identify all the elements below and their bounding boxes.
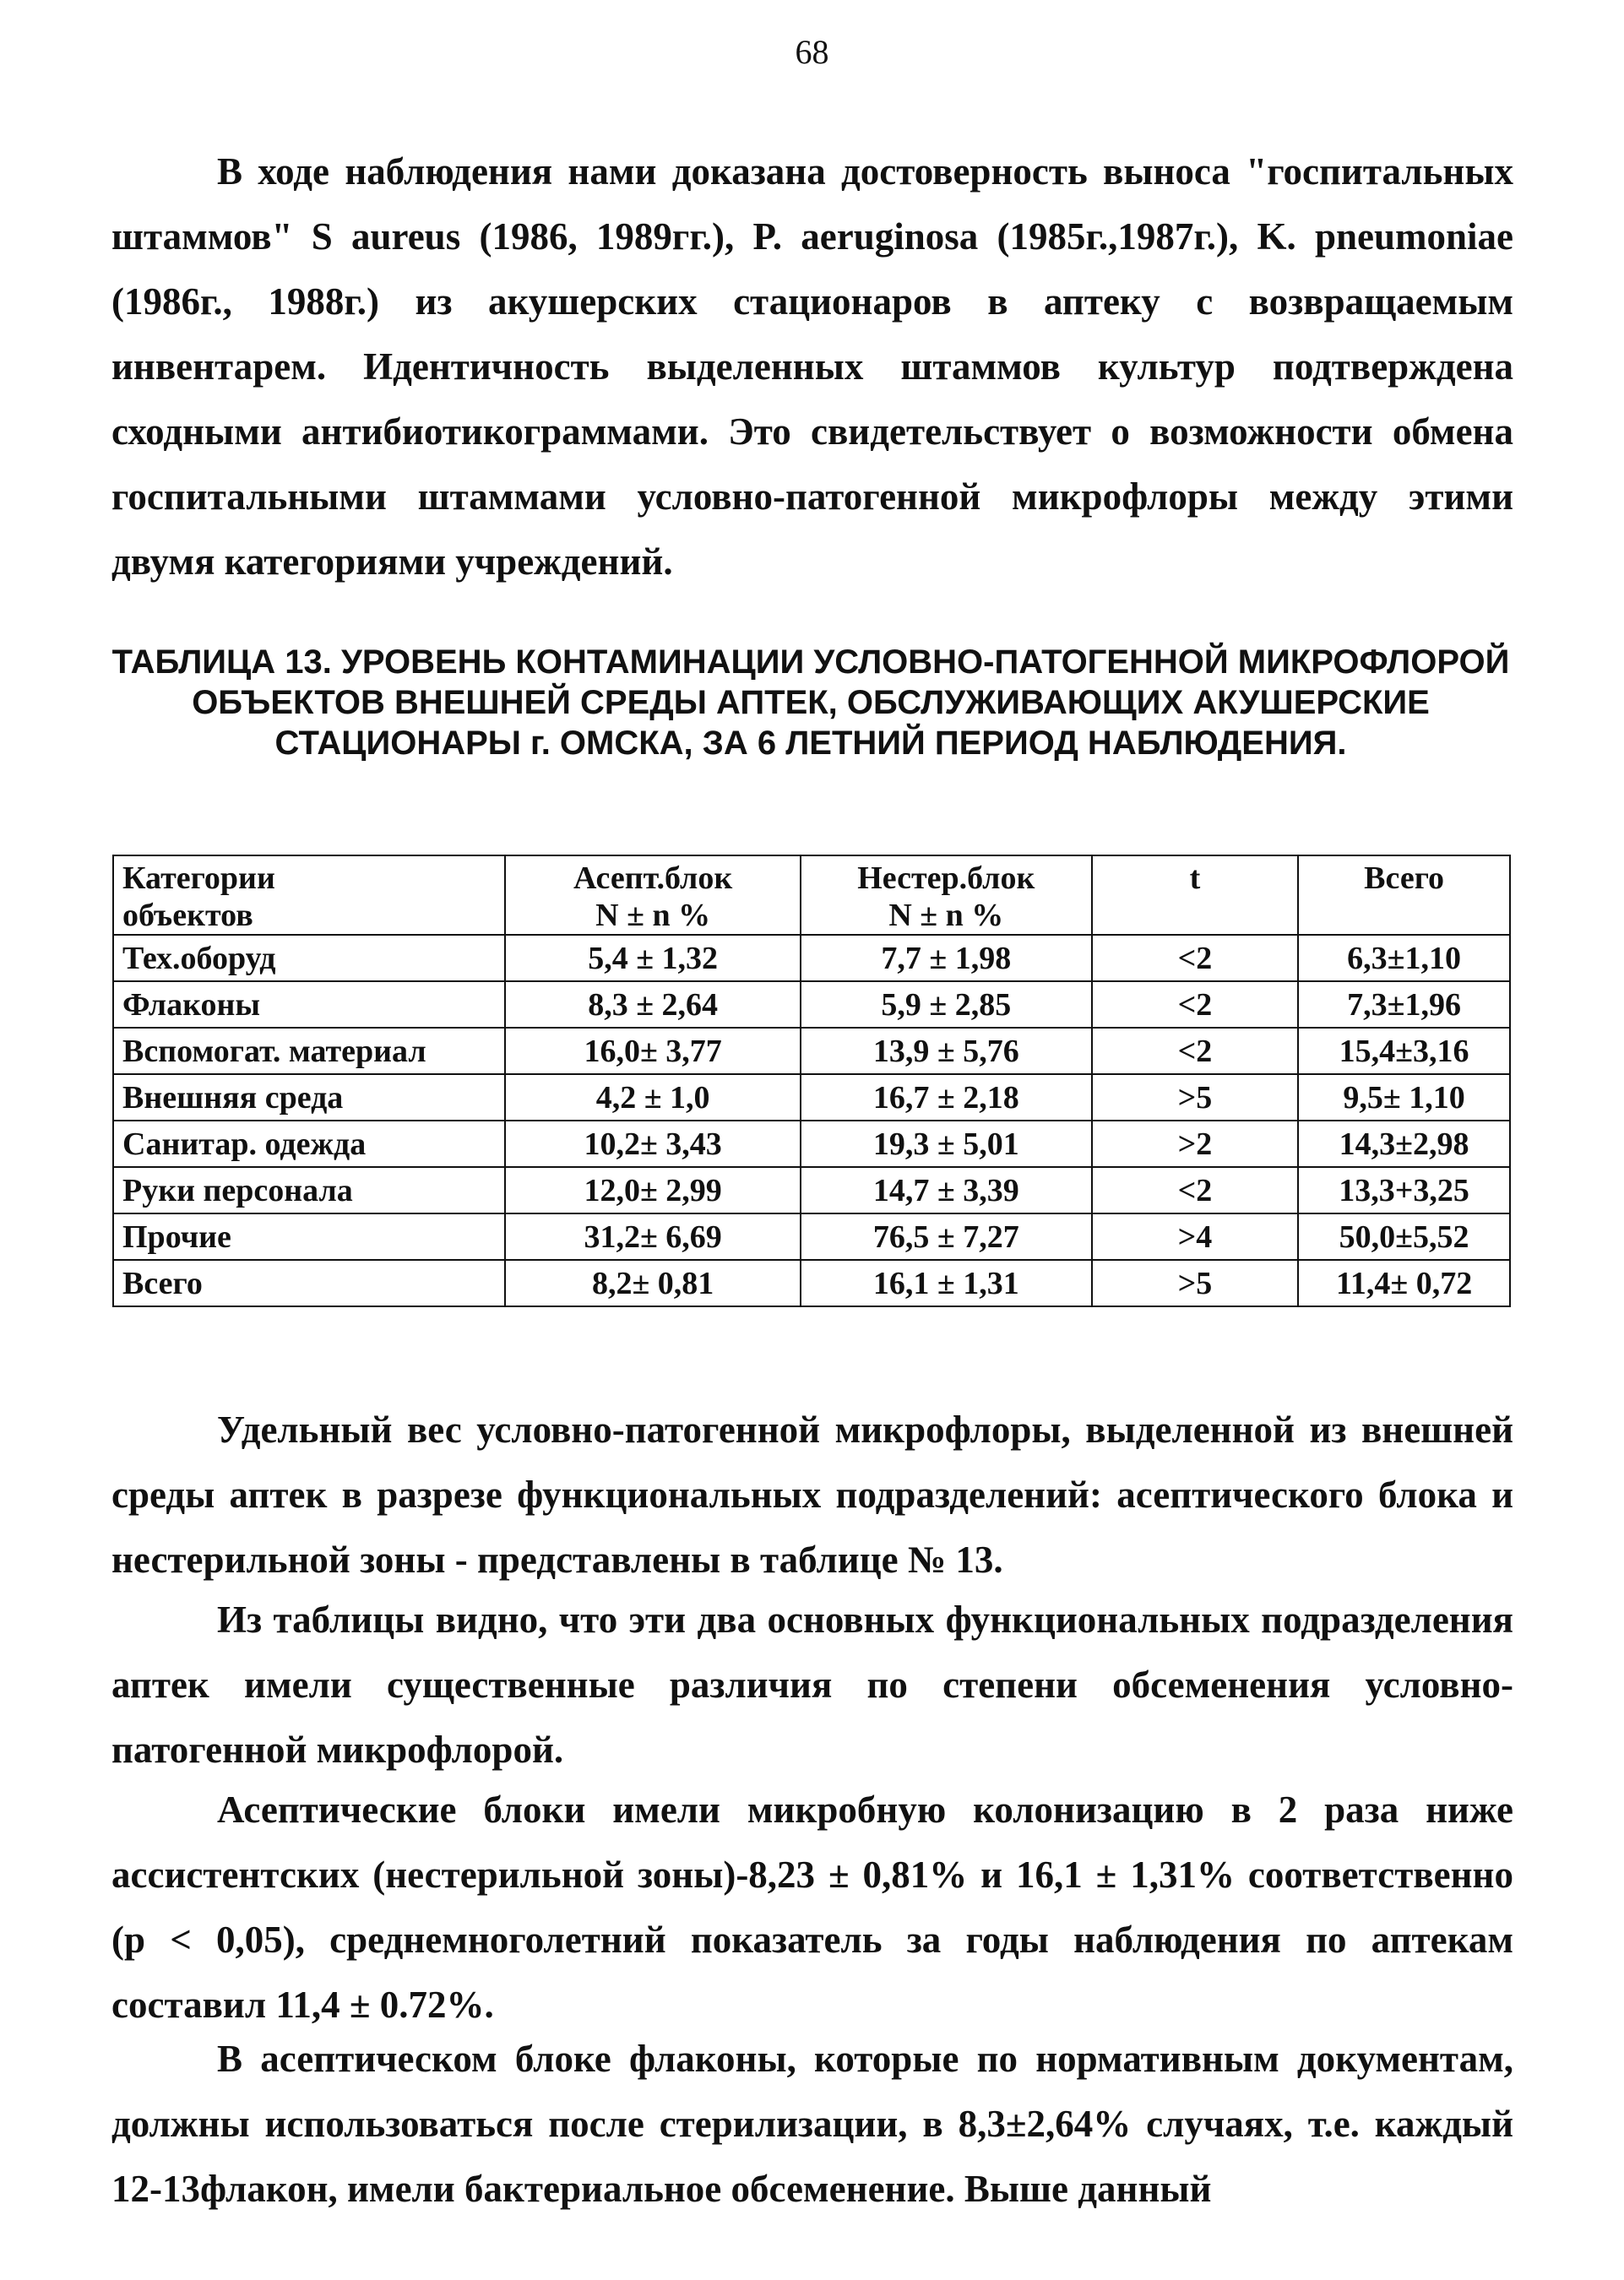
cell-nonsterile: 16,7 ± 2,18: [801, 1074, 1092, 1121]
header-categories-line1: Категории: [122, 860, 275, 896]
table-row: [113, 981, 1510, 1028]
paragraph-differences: Из таблицы видно, что эти два основных функциональных подразделения аптек имели существенные различия по степени обсеменения условно-патогенной микрофлорой.: [111, 1599, 1513, 1771]
table-header-row: [113, 855, 1510, 935]
paragraph-vials: В асептическом блоке флаконы, которые по нормативным документам, должны использоваться после стерилизации, в 8,3±2,64% случаях, т.е. каждый 12-13флакон, имели бактериальное обсеменение. Выше данный: [111, 2038, 1513, 2210]
cell-t: >5: [1092, 1260, 1299, 1306]
cell-total: 14,3±2,98: [1298, 1121, 1510, 1167]
cell-nonsterile: 14,7 ± 3,39: [801, 1167, 1092, 1213]
cell-category: Всего: [113, 1260, 505, 1306]
cell-nonsterile: 7,7 ± 1,98: [801, 935, 1092, 981]
cell-aseptic: 5,4 ± 1,32: [505, 935, 801, 981]
cell-nonsterile: 13,9 ± 5,76: [801, 1028, 1092, 1074]
cell-aseptic: 31,2± 6,69: [505, 1213, 801, 1260]
cell-total: 50,0±5,52: [1298, 1213, 1510, 1260]
header-aseptic-line1: Асепт.блок: [573, 860, 733, 896]
table-caption: ТАБЛИЦА 13. УРОВЕНЬ КОНТАМИНАЦИИ УСЛОВНО-ПАТОГЕННОЙ МИКРОФЛОРОЙ ОБЪЕКТОВ ВНЕШНЕЙ СРЕДЫ АПТЕК, ОБСЛУЖИВАЮЩИХ АКУШЕРСКИЕ СТАЦИОНАРЫ г. ОМСКА, ЗА 6 ЛЕТНИЙ ПЕРИОД НАБЛЮДЕНИЯ.: [111, 643, 1510, 762]
cell-t: >2: [1092, 1121, 1299, 1167]
header-categories: [113, 855, 505, 935]
cell-category: Санитар. одежда: [113, 1121, 505, 1167]
header-t-line1: t: [1189, 860, 1201, 896]
cell-aseptic: 8,2± 0,81: [505, 1260, 801, 1306]
cell-aseptic: 10,2± 3,43: [505, 1121, 801, 1167]
cell-nonsterile: 19,3 ± 5,01: [801, 1121, 1092, 1167]
table-row: [113, 1028, 1510, 1074]
table-row: [113, 1213, 1510, 1260]
cell-aseptic: 4,2 ± 1,0: [505, 1074, 801, 1121]
cell-t: >5: [1092, 1074, 1299, 1121]
header-nonsterile-line1: Нестер.блок: [857, 860, 1035, 896]
cell-total: 9,5± 1,10: [1298, 1074, 1510, 1121]
cell-category: Флаконы: [113, 981, 505, 1028]
cell-total: 11,4± 0,72: [1298, 1260, 1510, 1306]
cell-aseptic: 8,3 ± 2,64: [505, 981, 801, 1028]
table-row: [113, 1121, 1510, 1167]
cell-t: <2: [1092, 935, 1299, 981]
cell-t: >4: [1092, 1213, 1299, 1260]
cell-aseptic: 16,0± 3,77: [505, 1028, 801, 1074]
cell-aseptic: 12,0± 2,99: [505, 1167, 801, 1213]
paragraph-aseptic-colonization: Асептические блоки имели микробную колонизацию в 2 раза ниже ассистентских (нестерильной зоны)-8,23 ± 0,81% и 16,1 ± 1,31% соответственно (p < 0,05), среднемноголетний показатель за годы наблюдения по аптекам составил 11,4 ± 0.72%.: [111, 1789, 1513, 2026]
cell-category: Прочие: [113, 1213, 505, 1260]
header-aseptic: [505, 855, 801, 935]
table-row: [113, 1074, 1510, 1121]
header-categories-line2: объектов: [122, 898, 253, 933]
cell-nonsterile: 76,5 ± 7,27: [801, 1213, 1092, 1260]
header-aseptic-line2: N ± n %: [595, 898, 711, 933]
cell-category: Внешняя среда: [113, 1074, 505, 1121]
cell-category: Вспомогат. материал: [113, 1028, 505, 1074]
table-row: [113, 1167, 1510, 1213]
paragraph-intro: В ходе наблюдения нами доказана достоверность выноса "госпитальных штаммов" S aureus (1986, 1989гг.), P. aeruginosa (1985г.,1987г.), K. pneumoniae (1986г., 1988г.) из акушерских стационаров в аптеку с возвращаемым инвентарем. Идентичность выделенных штаммов культур подтверждена сходными антибиотикограммами. Это свидетельствует о возможности обмена госпитальными штаммами условно-патогенной микрофлоры между этими двумя категориями учреждений.: [111, 150, 1513, 583]
header-t: [1092, 855, 1299, 935]
paragraph-share: Удельный вес условно-патогенной микрофлоры, выделенной из внешней среды аптек в разрезе функциональных подразделений: асептического блока и нестерильной зоны - представлены в таблице № 13.: [111, 1409, 1513, 1581]
table-row: [113, 935, 1510, 981]
cell-t: <2: [1092, 981, 1299, 1028]
cell-total: 15,4±3,16: [1298, 1028, 1510, 1074]
header-total: [1298, 855, 1510, 935]
cell-category: Руки персонала: [113, 1167, 505, 1213]
cell-total: 13,3+3,25: [1298, 1167, 1510, 1213]
page-number: 68: [795, 33, 829, 71]
cell-total: 6,3±1,10: [1298, 935, 1510, 981]
cell-total: 7,3±1,96: [1298, 981, 1510, 1028]
cell-t: <2: [1092, 1167, 1299, 1213]
header-nonsterile-line2: N ± n %: [888, 898, 1004, 933]
contamination-table: [112, 855, 1511, 1307]
header-total-line1: Всего: [1364, 860, 1445, 896]
cell-nonsterile: 16,1 ± 1,31: [801, 1260, 1092, 1306]
table-row-total: [113, 1260, 1510, 1306]
cell-nonsterile: 5,9 ± 2,85: [801, 981, 1092, 1028]
cell-t: <2: [1092, 1028, 1299, 1074]
cell-category: Тех.оборуд: [113, 935, 505, 981]
header-nonsterile: [801, 855, 1092, 935]
